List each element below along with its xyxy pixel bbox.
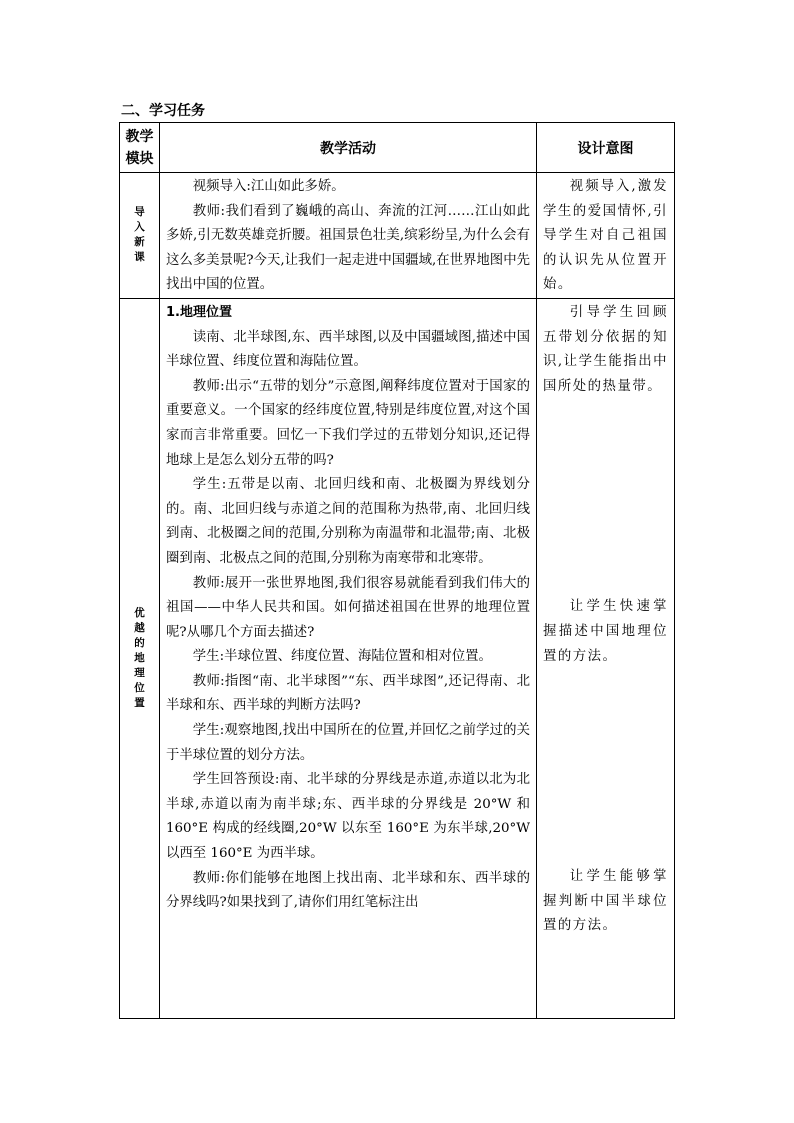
- module-char: 位: [134, 681, 145, 694]
- design-paragraph: 视频导入,激发学生的爱国情怀,引导学生对自己祖国的认识先从位置开始。: [543, 179, 668, 293]
- table-header-row: [120, 123, 675, 173]
- activity-paragraph: 读南、北半球图,东、西半球图,以及中国疆域图,描述中国半球位置、纬度位置和海陆位置。: [166, 329, 530, 370]
- activity-paragraph: 教师:指图“南、北半球图”“东、西半球图”,还记得南、北半球和东、西半球的判断方法吗?: [166, 673, 530, 714]
- table-row: [120, 298, 675, 1018]
- activity-paragraph: 学生:观察地图,找出中国所在的位置,并回忆之前学过的关于半球位置的划分方法。: [166, 723, 530, 763]
- module-char: 理: [134, 666, 145, 679]
- activity-paragraph: 学生:五带是以南、北回归线和南、北极圈为界线划分的。南、北回归线与赤道之间的范围称为热带,南、北回归线到南、北极圈之间的范围,分别称为南温带和北温带;南、北极圈到南、北极点之间的范围,分别称为南寒带和北寒带。: [166, 477, 530, 566]
- design-paragraph: 让学生快速掌握描述中国地理位置的方法。: [543, 599, 668, 664]
- section-title: 二、学习任务: [121, 103, 205, 119]
- design-cell-intro: [537, 173, 675, 299]
- module-label-location: [120, 298, 160, 1018]
- module-char: 置: [134, 696, 145, 709]
- activity-paragraph: 视频导入:江山如此多娇。: [192, 179, 345, 194]
- header-module-line2: 模块: [125, 150, 154, 167]
- module-char: 越: [134, 621, 145, 634]
- design-paragraph: 引导学生回顾五带划分依据的知识,让学生能指出中国所处的热量带。: [543, 304, 668, 394]
- design-spacer: [543, 399, 668, 595]
- design-paragraph: 让学生能够掌握判断中国半球位置的方法。: [543, 869, 668, 934]
- design-cell-location: [537, 298, 675, 1018]
- table-row: [120, 173, 675, 299]
- activity-paragraph: 教师:你们能够在地图上找出南、北半球和东、西半球的分界线吗?如果找到了,请你们用红笔标注出: [166, 870, 530, 911]
- activity-paragraph: 教师:我们看到了巍峨的高山、奔流的江河……江山如此多娇,引无数英雄竞折腰。祖国景色壮美,缤彩纷呈,为什么会有这么多美景呢?今天,让我们一起走进中国疆域,在世界地图中先找出中国的位置。: [166, 203, 530, 293]
- module-char: 入: [134, 221, 145, 234]
- module-char: 新: [134, 236, 145, 249]
- module-char: 课: [134, 251, 145, 264]
- activity-paragraph: 教师:展开一张世界地图,我们很容易就能看到我们伟大的祖国——中华人民共和国。如何描述祖国在世界的地理位置呢?从哪几个方面去描述?: [166, 575, 530, 640]
- module-char: 导: [134, 206, 145, 219]
- module-char: 地: [134, 651, 145, 664]
- header-activity: 教学活动: [160, 123, 537, 173]
- activity-paragraph: 学生回答预设:南、北半球的分界线是赤道,赤道以北为北半球,赤道以南为南半球;东、西半球的分界线是 20°W 和 160°E 构成的经线圈,20°W 以东至 160°E 为东半球,20°W 以西至 160°E 为西半球。: [166, 772, 530, 862]
- design-spacer: [543, 669, 668, 865]
- module-char: 优: [134, 606, 145, 619]
- header-module-line1: 教学: [125, 128, 154, 145]
- activity-paragraph: 学生:半球位置、纬度位置、海陆位置和相对位置。: [192, 649, 492, 665]
- module-char: 的: [134, 636, 145, 649]
- header-design: 设计意图: [537, 123, 675, 173]
- module-label-intro: [120, 173, 160, 299]
- activity-cell-intro: [160, 173, 537, 299]
- activity-cell-location: [160, 298, 537, 1018]
- activity-subtitle: 1.地理位置: [166, 304, 232, 320]
- activity-paragraph: 教师:出示“五带的划分”示意图,阐释纬度位置对于国家的重要意义。一个国家的经纬度位置,特别是纬度位置,对这个国家而言非常重要。回忆一下我们学过的五带划分知识,还记得地球上是怎么划分五带的吗?: [166, 378, 530, 468]
- header-module: [120, 123, 160, 173]
- lesson-plan-table: [119, 122, 675, 1019]
